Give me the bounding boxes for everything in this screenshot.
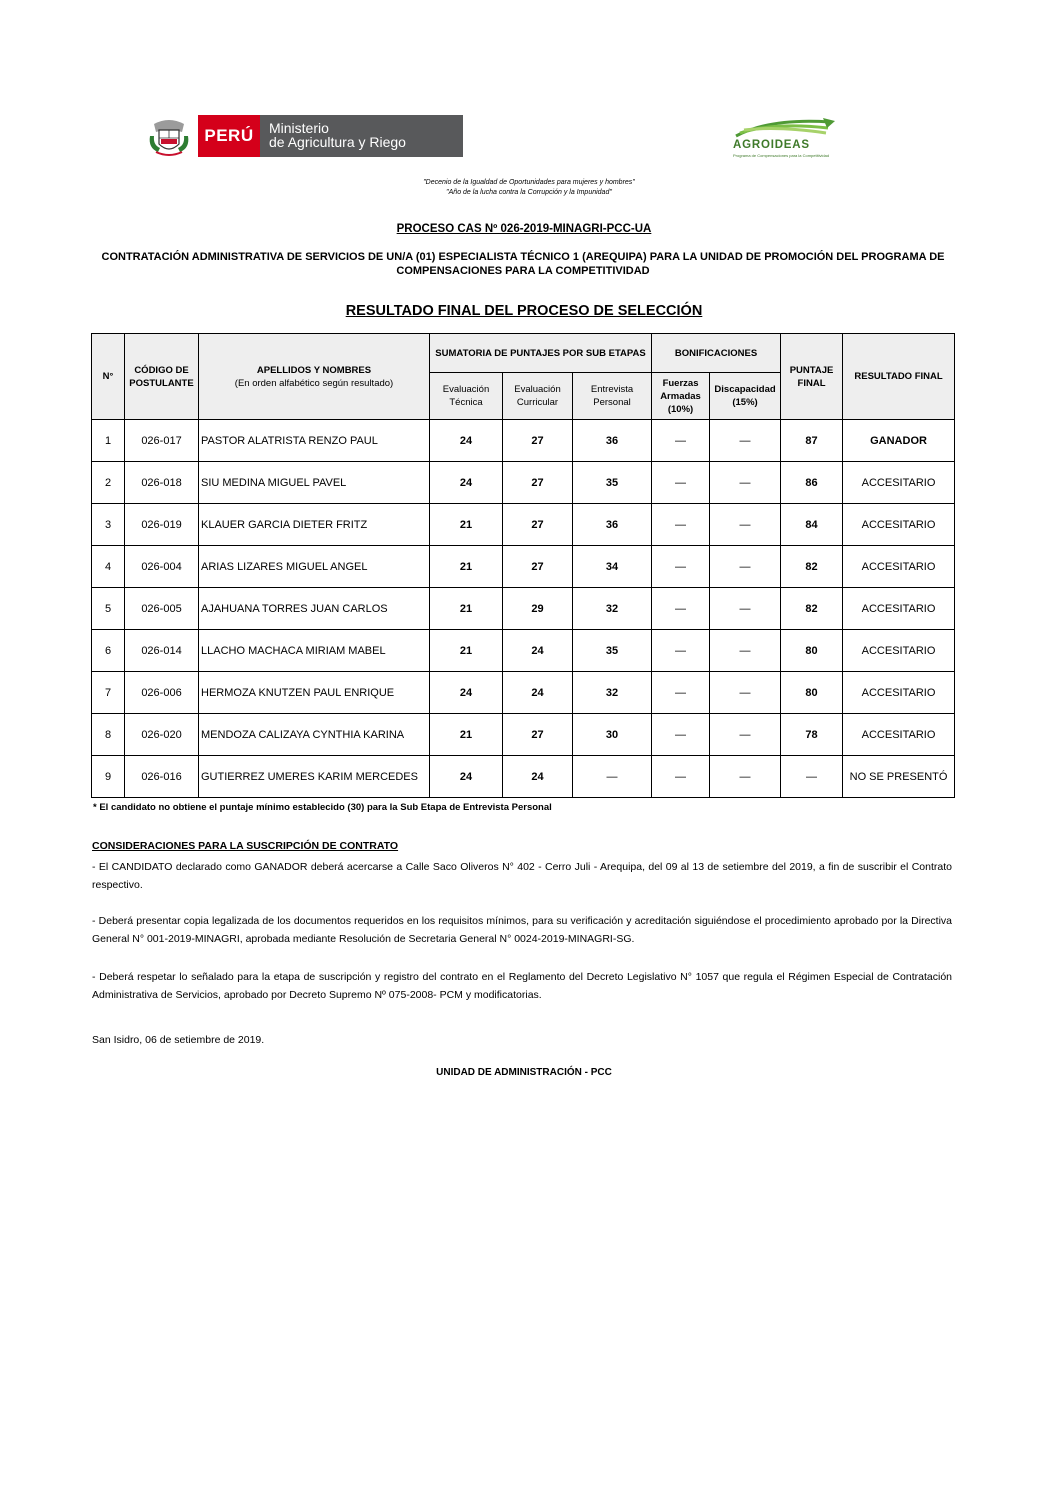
cell-discapacidad: — bbox=[710, 546, 781, 588]
cell-nombre: LLACHO MACHACA MIRIAM MABEL bbox=[199, 630, 430, 672]
cell-puntaje: 87 bbox=[781, 420, 843, 462]
header-puntaje: PUNTAJE FINAL bbox=[781, 334, 843, 420]
cell-fuerzas: — bbox=[652, 672, 710, 714]
cell-n: 5 bbox=[92, 588, 125, 630]
cell-puntaje: 82 bbox=[781, 588, 843, 630]
cell-curricular: 27 bbox=[503, 504, 573, 546]
cell-discapacidad: — bbox=[710, 630, 781, 672]
cell-curricular: 24 bbox=[503, 672, 573, 714]
header-eval-curricular: Evaluación Curricular bbox=[503, 373, 573, 420]
table-row bbox=[92, 504, 955, 546]
cell-discapacidad: — bbox=[710, 756, 781, 798]
coat-of-arms-icon bbox=[146, 118, 192, 158]
cell-nombre: GUTIERREZ UMERES KARIM MERCEDES bbox=[199, 756, 430, 798]
cell-entrevista: — bbox=[573, 756, 652, 798]
cell-resultado: ACCESITARIO bbox=[843, 630, 955, 672]
cell-fuerzas: — bbox=[652, 714, 710, 756]
table-row bbox=[92, 756, 955, 798]
table-row bbox=[92, 588, 955, 630]
cell-puntaje: 86 bbox=[781, 462, 843, 504]
header-nombres bbox=[199, 334, 430, 420]
ministerio-line1: Ministerio bbox=[269, 120, 329, 136]
cell-entrevista: 30 bbox=[573, 714, 652, 756]
header-eval-tecnica: Evaluación Técnica bbox=[430, 373, 503, 420]
cell-tecnica: 21 bbox=[430, 630, 503, 672]
peru-logo bbox=[198, 115, 260, 157]
table-header-row bbox=[92, 334, 955, 373]
cell-tecnica: 21 bbox=[430, 714, 503, 756]
cell-resultado: ACCESITARIO bbox=[843, 546, 955, 588]
header-entrevista: Entrevista Personal bbox=[573, 373, 652, 420]
cell-curricular: 24 bbox=[503, 756, 573, 798]
cell-codigo: 026-018 bbox=[125, 462, 199, 504]
cell-codigo: 026-006 bbox=[125, 672, 199, 714]
cell-puntaje: 82 bbox=[781, 546, 843, 588]
table-row bbox=[92, 546, 955, 588]
cell-tecnica: 24 bbox=[430, 462, 503, 504]
cell-codigo: 026-014 bbox=[125, 630, 199, 672]
cell-entrevista: 34 bbox=[573, 546, 652, 588]
table-row bbox=[92, 420, 955, 462]
cell-n: 8 bbox=[92, 714, 125, 756]
cell-fuerzas: — bbox=[652, 588, 710, 630]
cell-resultado: ACCESITARIO bbox=[843, 672, 955, 714]
cell-tecnica: 24 bbox=[430, 672, 503, 714]
cell-curricular: 29 bbox=[503, 588, 573, 630]
cell-entrevista: 36 bbox=[573, 420, 652, 462]
cell-puntaje: 78 bbox=[781, 714, 843, 756]
cell-discapacidad: — bbox=[710, 588, 781, 630]
decenio-line2: "Año de la lucha contra la Corrupción y la Impunidad" bbox=[446, 189, 612, 196]
contratacion-title: CONTRATACIÓN ADMINISTRATIVA DE SERVICIOS DE UN/A (01) ESPECIALISTA TÉCNICO 1 (AREQUIPA) PARA LA UNIDAD DE PROMOCIÓN DEL PROGRAMA DE COMPENSACIONES PARA LA COMPETITIVIDAD bbox=[101, 251, 945, 277]
cell-codigo: 026-019 bbox=[125, 504, 199, 546]
header-nombres-sub: (En orden alfabético según resultado) bbox=[234, 377, 394, 389]
lugar-fecha: San Isidro, 06 de setiembre de 2019. bbox=[92, 1034, 265, 1046]
cell-tecnica: 21 bbox=[430, 546, 503, 588]
cell-fuerzas: — bbox=[652, 756, 710, 798]
cell-n: 1 bbox=[92, 420, 125, 462]
cell-codigo: 026-020 bbox=[125, 714, 199, 756]
cell-curricular: 27 bbox=[503, 462, 573, 504]
cell-fuerzas: — bbox=[652, 630, 710, 672]
results-table bbox=[91, 333, 955, 798]
cell-curricular: 27 bbox=[503, 714, 573, 756]
header-codigo: CÓDIGO DE POSTULANTE bbox=[125, 334, 199, 420]
header-fuerzas: Fuerzas Armadas (10%) bbox=[652, 373, 710, 420]
cell-nombre: HERMOZA KNUTZEN PAUL ENRIQUE bbox=[199, 672, 430, 714]
consideraciones-title: CONSIDERACIONES PARA LA SUSCRIPCIÓN DE CONTRATO bbox=[92, 840, 399, 852]
cell-entrevista: 35 bbox=[573, 630, 652, 672]
header-n: N° bbox=[92, 334, 125, 420]
consideraciones-paragraph-3: - Deberá respetar lo señalado para la etapa de suscripción y registro del contrato en el Reglamento del Decreto Legislativo N° 1057 que regula el Régimen Especial de Contratación Administrativa de Servicios, aprobado por Decreto Supremo Nº 075-2008- PCM y modificatorias. bbox=[92, 971, 952, 1001]
cell-discapacidad: — bbox=[710, 420, 781, 462]
cell-fuerzas: — bbox=[652, 504, 710, 546]
cell-resultado: GANADOR bbox=[843, 420, 955, 462]
cell-nombre: MENDOZA CALIZAYA CYNTHIA KARINA bbox=[199, 714, 430, 756]
footnote: * El candidato no obtiene el puntaje mínimo establecido (30) para la Sub Etapa de Entrevista Personal bbox=[93, 802, 552, 813]
cell-n: 6 bbox=[92, 630, 125, 672]
ministerio-logo bbox=[260, 115, 463, 157]
cell-n: 3 bbox=[92, 504, 125, 546]
cell-entrevista: 32 bbox=[573, 588, 652, 630]
cell-puntaje: — bbox=[781, 756, 843, 798]
peru-label: PERÚ bbox=[204, 126, 254, 145]
resultado-title: RESULTADO FINAL DEL PROCESO DE SELECCIÓN bbox=[345, 303, 703, 319]
cell-discapacidad: — bbox=[710, 672, 781, 714]
agroideas-tagline: Programa de Compensaciones para la Competitividad bbox=[733, 153, 830, 158]
header-resultado: RESULTADO FINAL bbox=[843, 334, 955, 420]
cell-resultado: ACCESITARIO bbox=[843, 588, 955, 630]
cell-puntaje: 80 bbox=[781, 672, 843, 714]
cell-fuerzas: — bbox=[652, 462, 710, 504]
cell-codigo: 026-017 bbox=[125, 420, 199, 462]
cell-fuerzas: — bbox=[652, 546, 710, 588]
cell-tecnica: 21 bbox=[430, 588, 503, 630]
cell-n: 2 bbox=[92, 462, 125, 504]
cell-codigo: 026-004 bbox=[125, 546, 199, 588]
proceso-title: PROCESO CAS Nº 026-2019-MINAGRI-PCC-UA bbox=[396, 223, 652, 235]
cell-entrevista: 35 bbox=[573, 462, 652, 504]
cell-entrevista: 32 bbox=[573, 672, 652, 714]
cell-curricular: 27 bbox=[503, 420, 573, 462]
consideraciones-paragraph-1: - El CANDIDATO declarado como GANADOR deberá acercarse a Calle Saco Oliveros N° 402 - Cerro Juli - Arequipa, del 09 al 13 de setiembre del 2019, a fin de suscribir el Contrato respectivo. bbox=[92, 861, 952, 891]
cell-tecnica: 24 bbox=[430, 756, 503, 798]
table-row bbox=[92, 630, 955, 672]
cell-entrevista: 36 bbox=[573, 504, 652, 546]
cell-curricular: 24 bbox=[503, 630, 573, 672]
cell-codigo: 026-016 bbox=[125, 756, 199, 798]
decenio-text bbox=[0, 178, 1058, 198]
cell-puntaje: 80 bbox=[781, 630, 843, 672]
cell-fuerzas: — bbox=[652, 420, 710, 462]
cell-resultado: ACCESITARIO bbox=[843, 462, 955, 504]
cell-tecnica: 24 bbox=[430, 420, 503, 462]
table-row bbox=[92, 672, 955, 714]
cell-nombre: SIU MEDINA MIGUEL PAVEL bbox=[199, 462, 430, 504]
cell-resultado: NO SE PRESENTÓ bbox=[843, 756, 955, 798]
cell-n: 9 bbox=[92, 756, 125, 798]
cell-resultado: ACCESITARIO bbox=[843, 504, 955, 546]
unidad-firma: UNIDAD DE ADMINISTRACIÓN - PCC bbox=[436, 1067, 612, 1078]
cell-curricular: 27 bbox=[503, 546, 573, 588]
cell-codigo: 026-005 bbox=[125, 588, 199, 630]
cell-n: 4 bbox=[92, 546, 125, 588]
cell-puntaje: 84 bbox=[781, 504, 843, 546]
cell-nombre: PASTOR ALATRISTA RENZO PAUL bbox=[199, 420, 430, 462]
cell-nombre: ARIAS LIZARES MIGUEL ANGEL bbox=[199, 546, 430, 588]
header-bonificaciones: BONIFICACIONES bbox=[652, 334, 781, 373]
agroideas-name: AGROIDEAS bbox=[733, 139, 810, 151]
cell-nombre: KLAUER GARCIA DIETER FRITZ bbox=[199, 504, 430, 546]
cell-tecnica: 21 bbox=[430, 504, 503, 546]
cell-nombre: AJAHUANA TORRES JUAN CARLOS bbox=[199, 588, 430, 630]
cell-discapacidad: — bbox=[710, 462, 781, 504]
cell-discapacidad: — bbox=[710, 714, 781, 756]
cell-resultado: ACCESITARIO bbox=[843, 714, 955, 756]
cell-n: 7 bbox=[92, 672, 125, 714]
consideraciones-paragraph-2: - Deberá presentar copia legalizada de los documentos requeridos en los requisitos mínimos, para su verificación y acreditación siguiéndose el procedimiento aprobado por la Directiva General N° 001-2019-MINAGRI, aprobada mediante Resolución de Secretaria General N° 0024-2019-MINAGRI-SG. bbox=[92, 915, 952, 945]
header-discapacidad: Discapacidad (15%) bbox=[710, 373, 781, 420]
decenio-line1: "Decenio de la Igualdad de Oportunidades para mujeres y hombres" bbox=[423, 179, 635, 186]
cell-discapacidad: — bbox=[710, 504, 781, 546]
header-nombres-label: APELLIDOS Y NOMBRES bbox=[256, 364, 372, 376]
ministerio-line2: de Agricultura y Riego bbox=[269, 134, 406, 150]
header-sumatoria: SUMATORIA DE PUNTAJES POR SUB ETAPAS bbox=[430, 334, 652, 373]
table-row bbox=[92, 462, 955, 504]
table-row bbox=[92, 714, 955, 756]
